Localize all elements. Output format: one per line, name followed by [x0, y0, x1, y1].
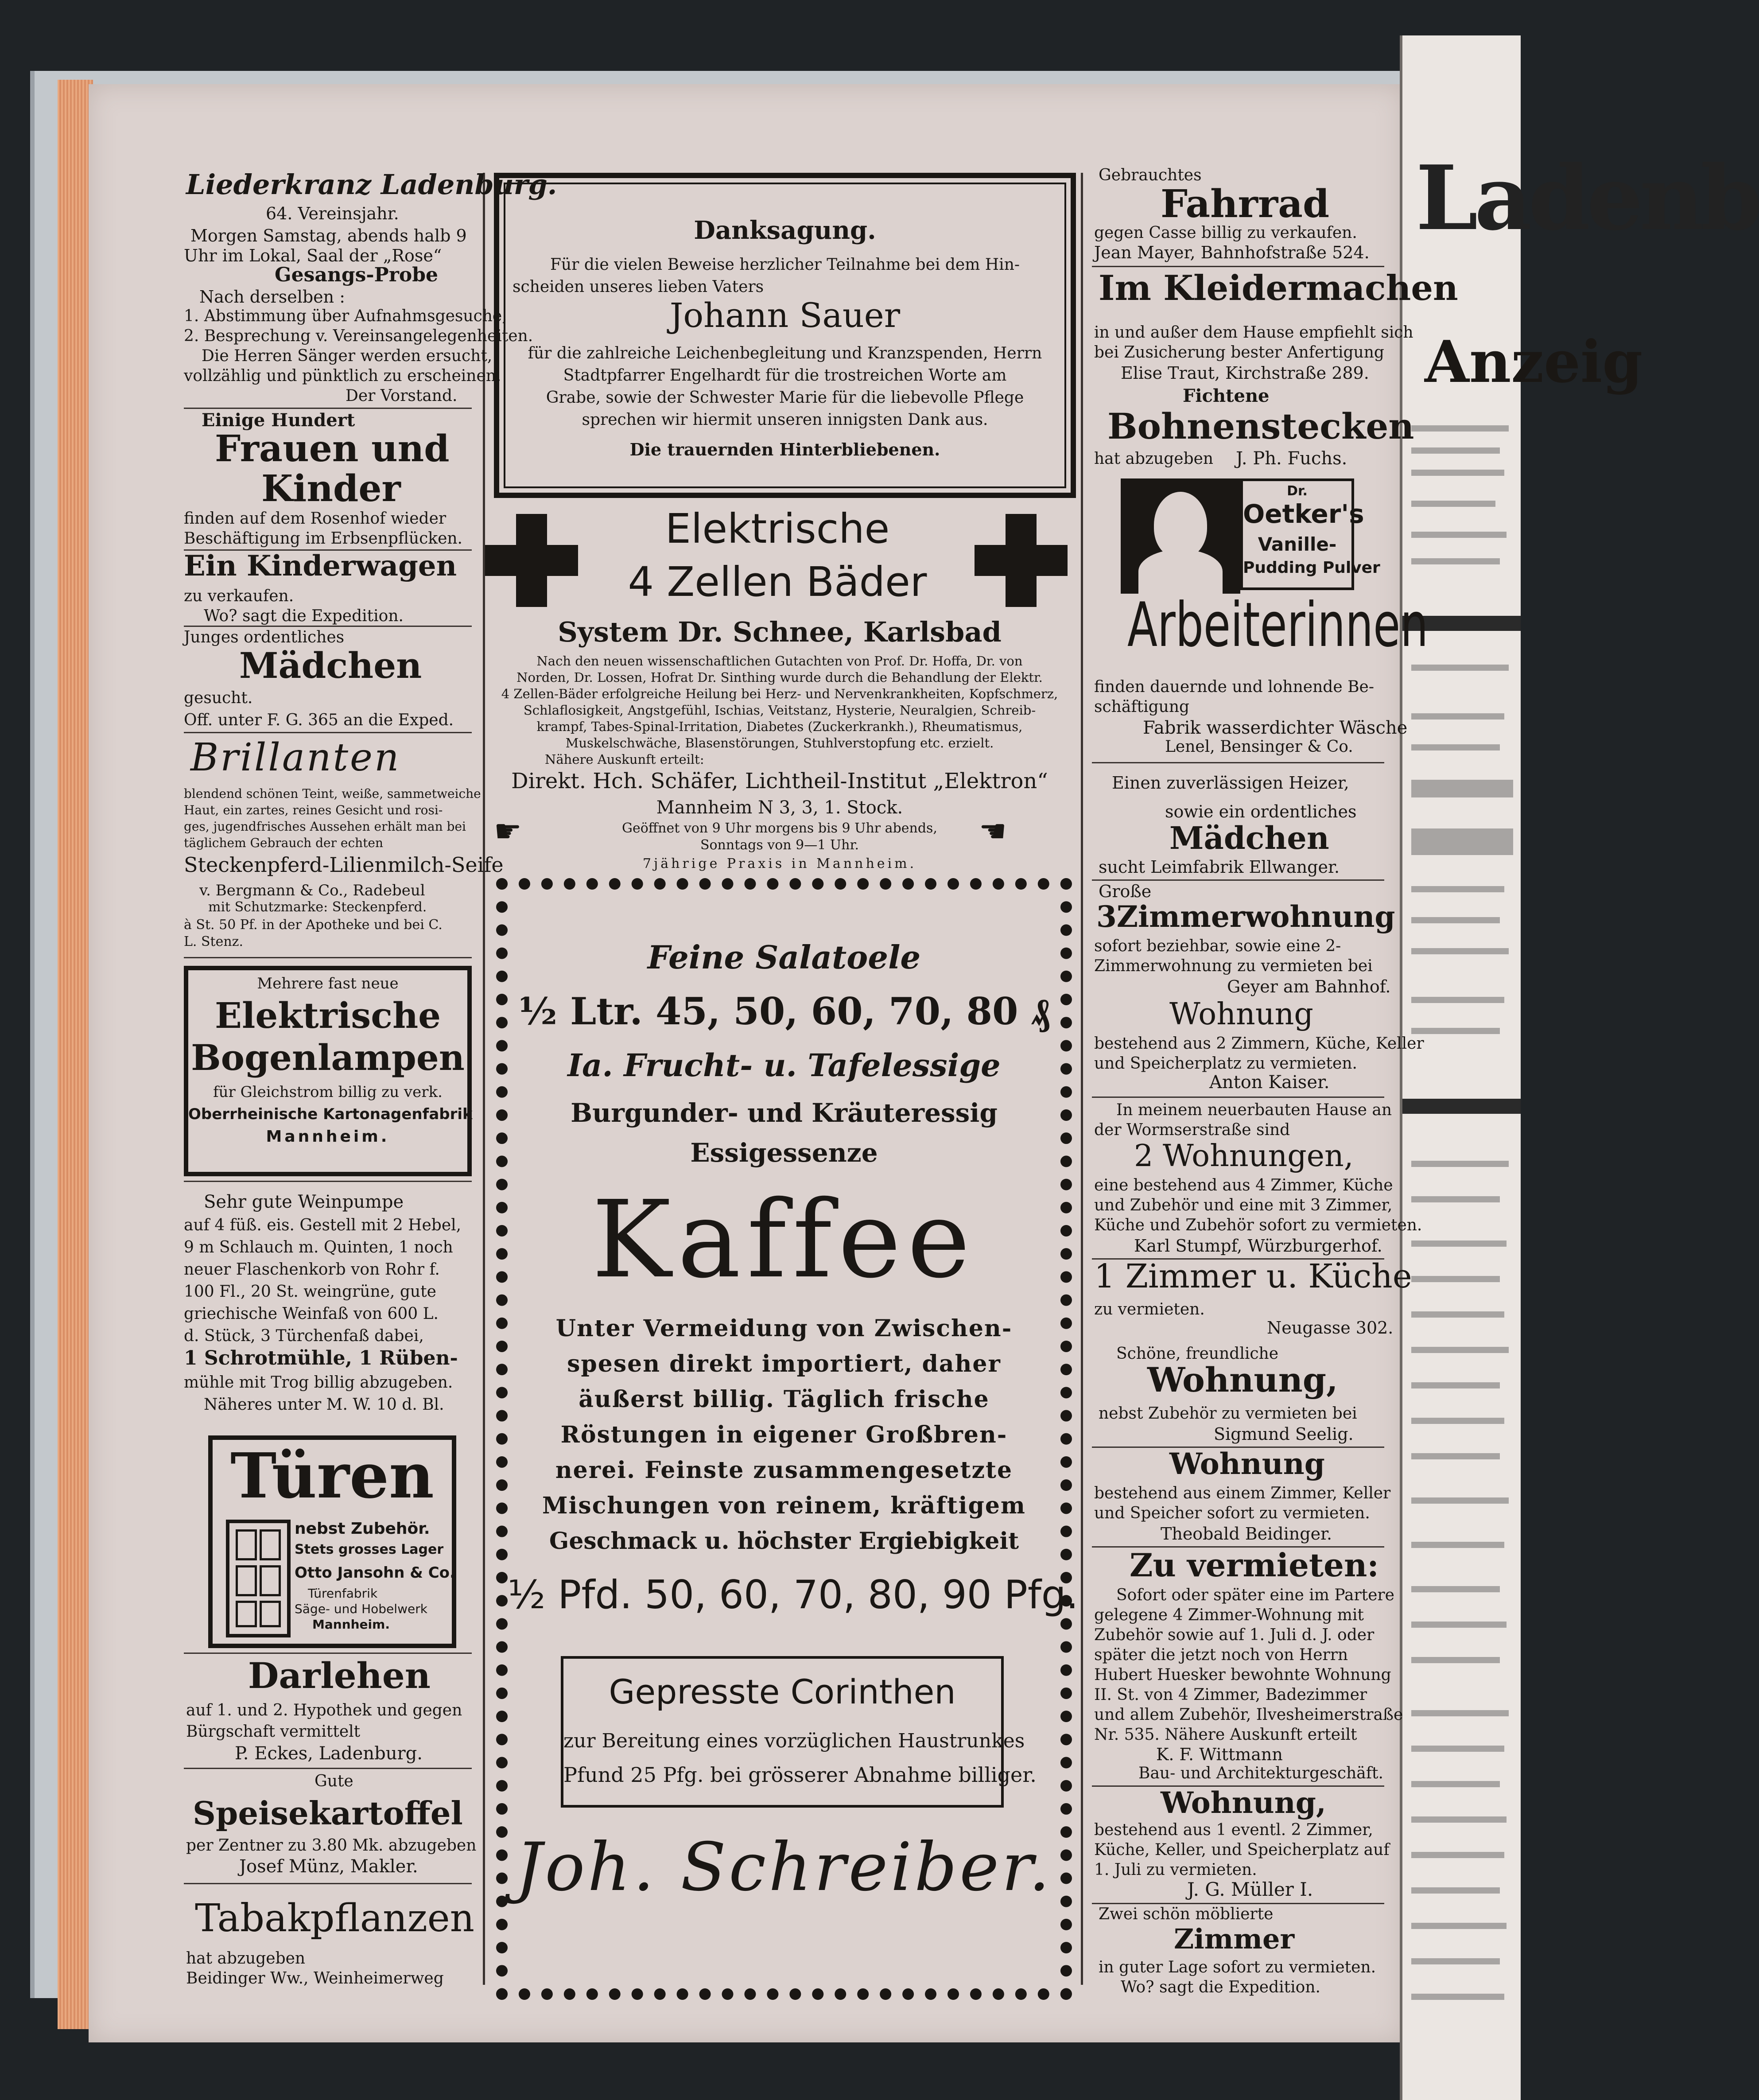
- ad-bogenlampen: Mehrere fast neue Elektrische Bogenlampen für Gleichstrom billig zu verk. Oberrheinische Kartonagenfabrik Mannheim.: [184, 966, 472, 1176]
- ad-title: Liederkranz Ladenburg.: [186, 168, 557, 201]
- oetker-label: Dr. Oetker's Vanille- Pudding Pulver: [1240, 478, 1354, 590]
- ad-kaffee-schreiber: Feine Salatoele ½ Ltr. 45, 50, 60, 70, 80 ₰ Ia. Frucht- u. Tafelessige Burgunder- und Kräuteressig Essigessenze Kaffee Unter Vermeidung von Zwischen- spesen direkt importiert, daher äußerst billig. Täglich frische Röstungen in eigener Großbren- nerei. Feinste zusammengesetzte Mischungen von reinem, kräftigem Geschmack u. höchster Ergiebigkeit ½ Pfd. 50, 60, 70, 80, 90 Pfg. Gepresste Corinthen zur Bereitung eines vorzüglichen Haustrunkes Pfund 25 Pfg. bei grösserer Abnahme billiger. Joh. Schreiber.: [496, 878, 1072, 2000]
- corinthen-box: Gepresste Corinthen zur Bereitung eines vorzüglichen Haustrunkes Pfund 25 Pfg. bei grösserer Abnahme billiger.: [561, 1656, 1004, 1808]
- portrait-image: [1121, 478, 1240, 594]
- pointing-hand-icon: ☛: [979, 813, 1007, 849]
- column-rule-left: [483, 173, 485, 1985]
- pointing-hand-icon: ☛: [494, 813, 522, 849]
- page-edge: [58, 80, 93, 2029]
- column-rule-right: [1081, 173, 1083, 1985]
- ad-danksagung: Danksagung. Für die vielen Beweise herzlicher Teilnahme bei dem Hin- scheiden unseres lieben Vaters Johann Sauer für die zahlreiche Leichenbegleitung und Kranzspenden, Herrn Stadtpfarrer Engelhardt für die trostreichen Worte am Grabe, sowie der Schwester Marie für die liebevolle Pflege sprechen wir hiermit unseren innigsten Dank aus. Die trauernden Hinterbliebenen.: [494, 173, 1076, 498]
- adjacent-page: [1400, 35, 1759, 2100]
- adjacent-page-subtitle: Anzeig: [1425, 328, 1643, 396]
- door-illustration: [226, 1520, 291, 1637]
- ad-tueren: Türen nebst Zubehör. Stets grosses Lager Otto Jansohn & Co. Türenfabrik Säge- und Hobelwerk Mannheim.: [208, 1435, 456, 1648]
- adjacent-page-masthead: Ladenb: [1416, 146, 1759, 250]
